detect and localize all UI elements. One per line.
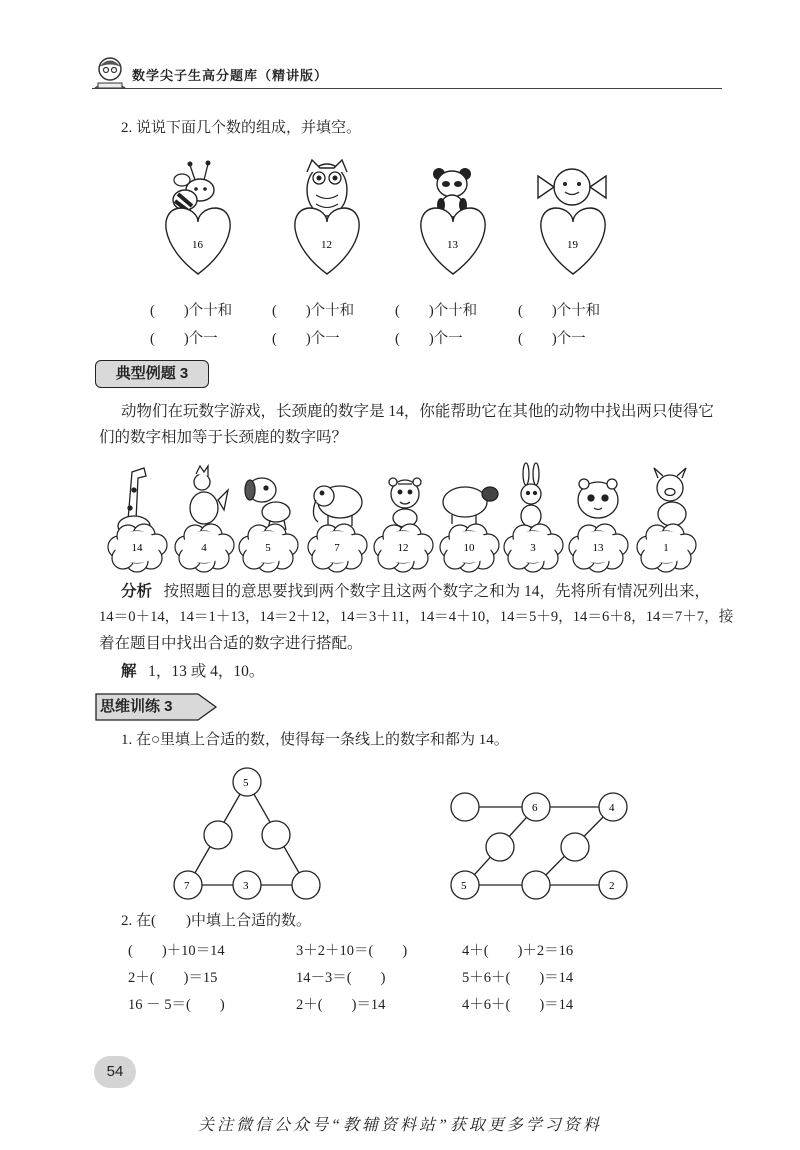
solution-line (121, 658, 264, 685)
blank-circle[interactable] (561, 833, 589, 861)
heart-number: 16 (192, 239, 203, 251)
number-cloud (175, 524, 234, 572)
equation[interactable]: ( )＋10＝14 (128, 943, 225, 959)
number-cloud (239, 524, 298, 572)
equation[interactable]: 14－3＝( ) (296, 970, 386, 986)
number-cloud (637, 524, 696, 572)
analysis-label: 分析 (121, 583, 153, 600)
number-cloud (308, 524, 367, 572)
z-top-right-number: 4 (609, 802, 615, 814)
blank-circle[interactable] (204, 821, 232, 849)
z-top-middle-number: 6 (532, 802, 538, 814)
cloud-number: 12 (397, 542, 409, 554)
solution-label: 解 (121, 663, 137, 680)
analysis-line1 (121, 578, 710, 605)
example-text-line1: 动物们在玩数字游戏，长颈鹿的数字是 14，你能帮助它在其他的动物中找出两只使得它 (121, 403, 714, 420)
cloud-number: 13 (592, 542, 604, 554)
ones-blank[interactable]: ( )个一 (518, 331, 586, 347)
pig-icon (654, 468, 686, 526)
cloud-number: 10 (463, 542, 475, 554)
header-rule (92, 88, 722, 89)
number-cloud (440, 524, 499, 572)
number-cloud (504, 524, 563, 572)
triangle-bottom-middle-number: 3 (243, 880, 249, 892)
ones-blank[interactable]: ( )个一 (395, 331, 463, 347)
cloud-number: 4 (201, 542, 207, 554)
equation[interactable]: 2＋( )＝14 (296, 997, 386, 1013)
blank-circle[interactable] (292, 871, 320, 899)
tens-blank[interactable]: ( )个十和 (150, 303, 233, 319)
practice-q1: 1. 在○里填上合适的数，使得每一条线上的数字和都为 14。 (121, 732, 509, 748)
number-cloud (108, 524, 167, 572)
solution-text: 1，13 或 4，10。 (148, 663, 265, 680)
rooster-icon (190, 466, 228, 524)
analysis-line3: 着在题目中找出合适的数字进行搭配。 (99, 635, 363, 652)
blank-circle[interactable] (451, 793, 479, 821)
cloud-number: 1 (663, 542, 669, 554)
blank-circle[interactable] (262, 821, 290, 849)
number-cloud (569, 524, 628, 572)
cloud-number: 5 (265, 542, 271, 554)
cloud-number: 3 (530, 542, 536, 554)
practice-tag: 思维训练 3 (100, 698, 173, 715)
equation[interactable]: 4＋( )＋2＝16 (462, 943, 574, 959)
blank-circle[interactable] (486, 833, 514, 861)
practice-q2: 2. 在( )中填上合适的数。 (121, 913, 311, 929)
ones-blank[interactable]: ( )个一 (272, 331, 340, 347)
q2-prompt: 2. 说说下面几个数的组成，并填空。 (121, 120, 362, 136)
cloud-number: 7 (334, 542, 340, 554)
z-bottom-left-number: 5 (461, 880, 467, 892)
equation[interactable]: 2＋( )＝15 (128, 970, 218, 986)
triangle-bottom-left-number: 7 (184, 880, 190, 892)
book-title: 数学尖子生高分题库（精讲版） (132, 68, 329, 83)
equation[interactable]: 5＋6＋( )＝14 (462, 970, 574, 986)
blank-circle[interactable] (522, 871, 550, 899)
equation[interactable]: 16 － 5＝( ) (128, 997, 225, 1013)
tens-blank[interactable]: ( )个十和 (395, 303, 478, 319)
equation[interactable]: 3＋2＋10＝( ) (296, 943, 408, 959)
q2-figures (140, 150, 660, 290)
puzzle-figures (160, 760, 680, 910)
analysis-text: 按照题目的意思要找到两个数字且这两个数字之和为 14，先将所有情况列出来， (163, 583, 711, 600)
heart-number: 12 (321, 239, 332, 251)
analysis-line2: 14＝0＋14，14＝1＋13，14＝2＋12，14＝3＋11，14＝4＋10，14＝5＋9，14＝6＋8，14＝7＋7，接 (99, 609, 734, 625)
bee-icon (173, 161, 214, 211)
triangle-top-number: 5 (243, 777, 249, 789)
tens-blank[interactable]: ( )个十和 (518, 303, 601, 319)
heart-number: 19 (567, 239, 578, 251)
rabbit-icon (521, 463, 541, 527)
candy-icon (538, 169, 606, 205)
cloud-number: 14 (131, 542, 143, 554)
ones-blank[interactable]: ( )个一 (150, 331, 218, 347)
z-shape-puzzle (451, 793, 627, 899)
cloud-row (100, 519, 720, 579)
hamster-icon (578, 479, 618, 518)
footer-notice: 关注微信公众号“教辅资料站”获取更多学习资料 (198, 1117, 602, 1134)
equation[interactable]: 4＋6＋( )＝14 (462, 997, 574, 1013)
example-tag: 典型例题 3 (95, 360, 209, 388)
tens-blank[interactable]: ( )个十和 (272, 303, 355, 319)
page-number: 54 (94, 1056, 136, 1088)
heart-number: 13 (447, 239, 458, 251)
example-text-line2: 们的数字相加等于长颈鹿的数字吗？ (99, 429, 348, 446)
number-cloud (374, 524, 433, 572)
z-bottom-right-number: 2 (609, 880, 615, 892)
mascot-icon (92, 54, 128, 90)
